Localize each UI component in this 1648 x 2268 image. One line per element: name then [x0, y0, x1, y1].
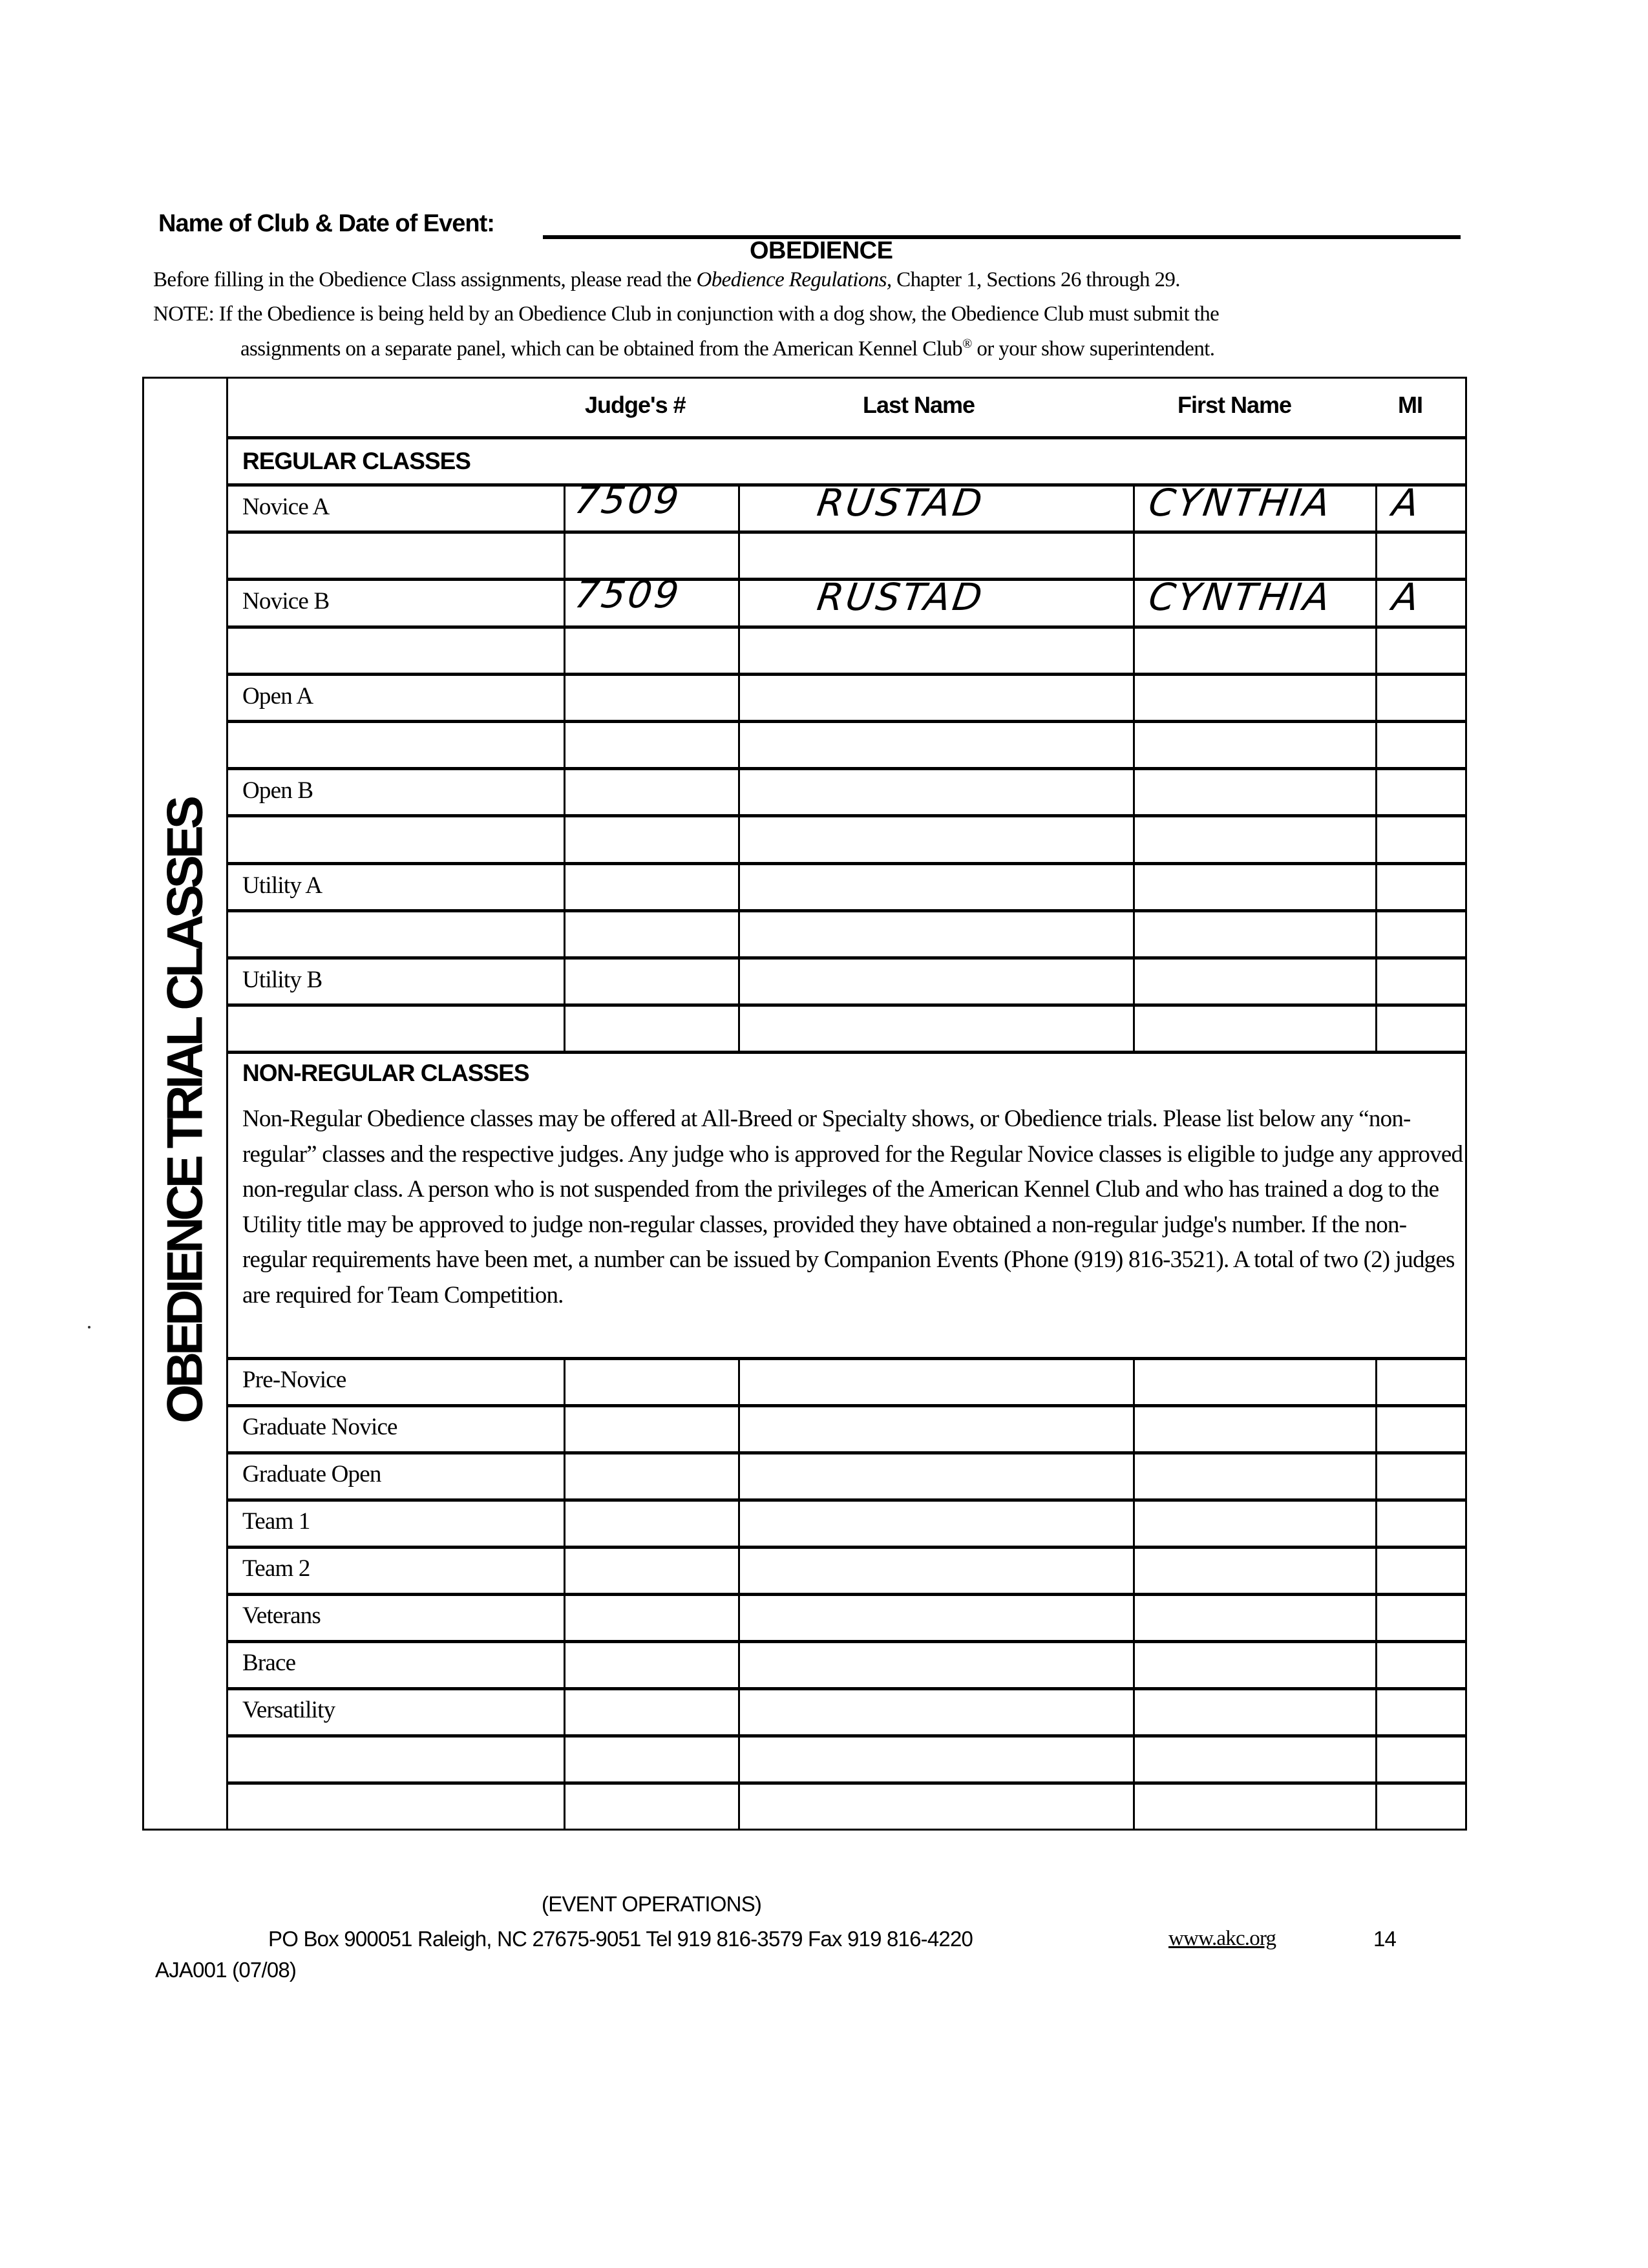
first-name-cell[interactable]: CYNTHIA	[1146, 575, 1335, 619]
instructions	[153, 268, 1180, 292]
mi-cell[interactable]	[1377, 1549, 1465, 1593]
regulations-reference: Obedience Regulations,	[696, 268, 892, 291]
column-divider	[1133, 1357, 1135, 1829]
judge-number-cell[interactable]	[565, 1454, 736, 1498]
first-name-cell[interactable]	[1135, 1502, 1373, 1546]
last-name-cell[interactable]: RUSTAD	[814, 481, 988, 525]
column-divider	[1133, 483, 1135, 1051]
scan-speck	[88, 1326, 90, 1328]
club-date-field[interactable]	[543, 235, 1461, 239]
column-header-mi: MI	[1398, 392, 1422, 418]
first-name-cell[interactable]: CYNTHIA	[1146, 481, 1335, 525]
nonregular-class-label: Brace	[242, 1650, 296, 1676]
note-text: assignments on a separate panel, which can be obtained from the American Kennel Club	[240, 337, 963, 361]
last-name-cell[interactable]	[740, 1549, 1131, 1593]
form-code: AJA001 (07/08)	[155, 1958, 297, 1982]
footer-department: (EVENT OPERATIONS)	[542, 1892, 762, 1916]
header-divider	[228, 436, 1467, 439]
last-name-cell[interactable]	[740, 1407, 1131, 1451]
table-row	[228, 862, 1467, 909]
mi-cell[interactable]	[1377, 1785, 1465, 1829]
regular-classes-title: REGULAR CLASSES	[242, 448, 470, 474]
nonregular-class-label: Team 1	[242, 1508, 310, 1535]
mi-cell[interactable]	[1377, 1502, 1465, 1546]
table-row	[228, 1003, 1467, 1051]
class-label: Utility A	[242, 872, 322, 899]
page-title: OBEDIENCE	[750, 237, 893, 264]
note-line-1: NOTE: If the Obedience is being held by an Obedience Club in conjunction with a dog show, the Obedience Club must submit the	[153, 302, 1220, 326]
class-label: Utility B	[242, 967, 322, 993]
judge-number-cell[interactable]	[565, 1738, 736, 1781]
first-name-cell[interactable]	[1135, 1690, 1373, 1734]
last-name-cell[interactable]	[740, 1690, 1131, 1734]
last-name-cell[interactable]	[740, 1738, 1131, 1781]
footer-address: PO Box 900051 Raleigh, NC 27675-9051 Tel 919 816-3579 Fax 919 816-4220	[268, 1927, 973, 1951]
last-name-cell[interactable]	[740, 1596, 1131, 1640]
judge-number-cell[interactable]	[565, 1785, 736, 1829]
judge-number-cell[interactable]: 7509	[572, 572, 684, 616]
mi-cell[interactable]	[1377, 1407, 1465, 1451]
column-header-judge-number: Judge's #	[585, 392, 686, 418]
column-divider	[564, 483, 565, 1051]
column-header-first-name: First Name	[1178, 392, 1292, 418]
judge-number-cell[interactable]	[565, 1502, 736, 1546]
nonregular-class-label: Graduate Open	[242, 1461, 381, 1487]
side-label: OBEDIENCE TRIAL CLASSES	[156, 799, 213, 1423]
first-name-cell[interactable]	[1135, 1407, 1373, 1451]
instructions-text-end: Chapter 1, Sections 26 through 29.	[891, 268, 1180, 291]
column-divider	[1375, 1357, 1377, 1829]
last-name-cell[interactable]	[740, 1360, 1131, 1404]
mi-cell[interactable]	[1377, 1454, 1465, 1498]
mi-cell[interactable]: A	[1389, 575, 1424, 619]
first-name-cell[interactable]	[1135, 1643, 1373, 1687]
first-name-cell[interactable]	[1135, 1454, 1373, 1498]
judge-number-cell[interactable]	[565, 1407, 736, 1451]
regular-section-bottom	[228, 1051, 1467, 1054]
nonregular-class-label: Versatility	[242, 1697, 335, 1723]
judge-number-cell[interactable]	[565, 1643, 736, 1687]
class-label: Open B	[242, 777, 313, 804]
mi-cell[interactable]	[1377, 1360, 1465, 1404]
last-name-cell[interactable]	[740, 1454, 1131, 1498]
first-name-cell[interactable]	[1135, 1360, 1373, 1404]
table-row	[228, 673, 1467, 720]
note-line-2	[240, 337, 1214, 361]
column-divider	[738, 1357, 740, 1829]
table-row	[228, 530, 1467, 578]
nonregular-classes-title: NON-REGULAR CLASSES	[242, 1060, 529, 1086]
judge-number-cell[interactable]	[565, 1596, 736, 1640]
class-label: Open A	[242, 683, 313, 709]
club-date-label: Name of Club & Date of Event:	[158, 210, 494, 237]
last-name-cell[interactable]	[740, 1643, 1131, 1687]
judge-number-cell[interactable]	[565, 1360, 736, 1404]
mi-cell[interactable]	[1377, 1738, 1465, 1781]
registered-mark: ®	[962, 337, 972, 351]
last-name-cell[interactable]: RUSTAD	[814, 575, 988, 619]
class-label: Novice A	[242, 494, 330, 520]
mi-cell[interactable]	[1377, 1643, 1465, 1687]
column-divider	[738, 483, 740, 1051]
nonregular-description: Non-Regular Obedience classes may be offered at All-Breed or Specialty shows, or Obedience trials. Please list below any “non-regular” classes and the respective judges. Any judge who is approved for the Regular Novice classes is eligible to judge any approved non-regular class. A person who is not suspended from the privileges of the American Kennel Club and who has trained a dog to the Utility title may be approved to judge non-regular classes, provided they have obtained a non-regular judge's number. If the non-regular requirements have been met, a number can be issued by Companion Events (Phone (919) 816-3521). A total of two (2) judges are required for Team Competition.	[242, 1106, 1463, 1308]
judge-number-cell[interactable]	[565, 1549, 736, 1593]
table-row	[228, 625, 1467, 673]
first-name-cell[interactable]	[1135, 1549, 1373, 1593]
column-divider	[564, 1357, 565, 1829]
mi-cell[interactable]: A	[1389, 481, 1424, 525]
column-divider	[1375, 483, 1377, 1051]
table-row	[228, 720, 1467, 767]
judge-number-cell[interactable]: 7509	[572, 478, 684, 522]
footer-website-link[interactable]: www.akc.org	[1168, 1927, 1276, 1950]
nonregular-class-label: Team 2	[242, 1555, 310, 1582]
judge-number-cell[interactable]	[565, 1690, 736, 1734]
table-row	[228, 956, 1467, 1003]
table-row	[228, 909, 1467, 956]
table-row	[228, 814, 1467, 861]
last-name-cell[interactable]	[740, 1502, 1131, 1546]
instructions-text: Before filling in the Obedience Class assignments, please read the	[153, 268, 697, 291]
first-name-cell[interactable]	[1135, 1596, 1373, 1640]
nonregular-class-label: Graduate Novice	[242, 1414, 397, 1440]
column-header-last-name: Last Name	[863, 392, 975, 418]
mi-cell[interactable]	[1377, 1596, 1465, 1640]
nonregular-class-label: Pre-Novice	[242, 1367, 346, 1393]
table-right-border	[1465, 1357, 1467, 1829]
nonregular-class-label: Veterans	[242, 1602, 321, 1629]
class-label: Novice B	[242, 588, 330, 614]
table-row	[228, 767, 1467, 814]
table-right-border	[1465, 377, 1467, 1051]
note-text-end: or your show superintendent.	[971, 337, 1215, 361]
mi-cell[interactable]	[1377, 1690, 1465, 1734]
last-name-cell[interactable]	[740, 1785, 1131, 1829]
page-number: 14	[1373, 1927, 1397, 1951]
first-name-cell[interactable]	[1135, 1738, 1373, 1781]
first-name-cell[interactable]	[1135, 1785, 1373, 1829]
